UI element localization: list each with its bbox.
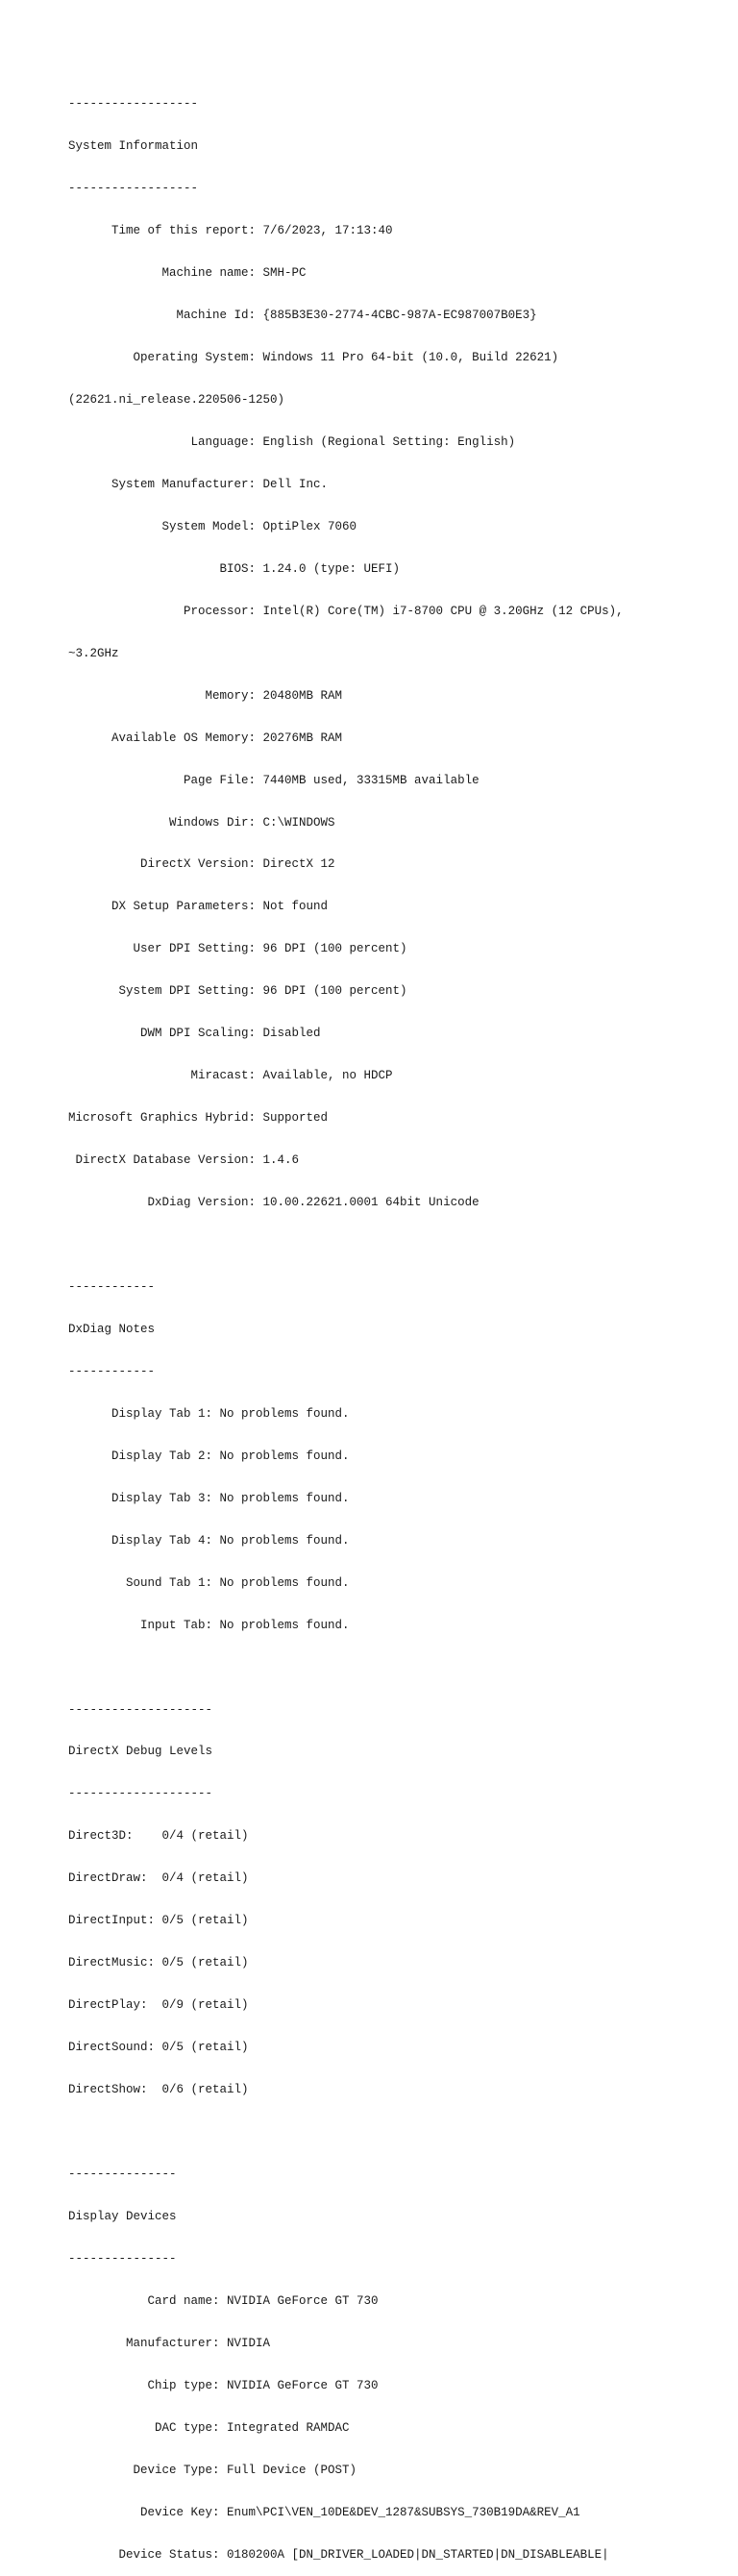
report-line: Display Tab 1: No problems found. — [68, 1406, 350, 1421]
report-line: Input Tab: No problems found. — [68, 1618, 350, 1632]
report-line: DirectX Version: DirectX 12 — [68, 857, 335, 872]
report-line: Chip type: NVIDIA GeForce GT 730 — [68, 2378, 379, 2392]
report-line: Display Tab 2: No problems found. — [68, 1449, 350, 1463]
report-line: Device Type: Full Device (POST) — [68, 2463, 357, 2477]
report-line: DirectX Database Version: 1.4.6 — [68, 1153, 300, 1168]
report-line: ~3.2GHz — [68, 646, 119, 660]
report-line: DX Setup Parameters: Not found — [68, 900, 329, 914]
report-line: DirectPlay: 0/9 (retail) — [68, 1998, 249, 2013]
section-title-display-devices: Display Devices — [68, 2209, 177, 2223]
section-title-system-information: System Information — [68, 139, 199, 154]
report-line: DxDiag Version: 10.00.22621.0001 64bit Unicode — [68, 1196, 480, 1210]
report-line: ------------------ — [68, 97, 199, 111]
report-line: DirectMusic: 0/5 (retail) — [68, 1956, 249, 1970]
report-line: DAC type: Integrated RAMDAC — [68, 2420, 350, 2435]
report-line: Time of this report: 7/6/2023, 17:13:40 — [68, 224, 393, 238]
report-line: ------------ — [68, 1364, 156, 1378]
report-line: Direct3D: 0/4 (retail) — [68, 1829, 249, 1844]
report-line: Machine name: SMH-PC — [68, 266, 307, 281]
blank-line — [68, 1238, 731, 1252]
report-line: DirectSound: 0/5 (retail) — [68, 2041, 249, 2055]
report-line: User DPI Setting: 96 DPI (100 percent) — [68, 942, 407, 956]
report-line: Sound Tab 1: No problems found. — [68, 1575, 350, 1590]
report-line: Manufacturer: NVIDIA — [68, 2336, 271, 2350]
report-line: Memory: 20480MB RAM — [68, 688, 343, 703]
report-line: Device Key: Enum\PCI\VEN_10DE&DEV_1287&SUBSYS_730B19DA&REV_A1 — [68, 2505, 580, 2519]
report-line: ------------------ — [68, 182, 199, 196]
blank-line — [68, 1661, 731, 1675]
blank-line — [68, 2125, 731, 2140]
report-line: (22621.ni_release.220506-1250) — [68, 392, 285, 407]
report-line: Page File: 7440MB used, 33315MB available — [68, 773, 480, 787]
report-line: Processor: Intel(R) Core(TM) i7-8700 CPU @ 3.20GHz (12 CPUs), — [68, 604, 624, 618]
report-line: --------------- — [68, 2167, 177, 2182]
section-title-dxdiag-notes: DxDiag Notes — [68, 1322, 156, 1336]
report-line: Language: English (Regional Setting: English) — [68, 434, 516, 449]
report-line: Microsoft Graphics Hybrid: Supported — [68, 1111, 329, 1126]
report-line: Display Tab 3: No problems found. — [68, 1491, 350, 1505]
report-line: -------------------- — [68, 1787, 213, 1801]
report-line: Operating System: Windows 11 Pro 64-bit (10.0, Build 22621) — [68, 351, 559, 365]
report-line: System DPI Setting: 96 DPI (100 percent) — [68, 984, 407, 999]
report-line: DirectShow: 0/6 (retail) — [68, 2083, 249, 2097]
report-line: BIOS: 1.24.0 (type: UEFI) — [68, 561, 401, 576]
report-line: -------------------- — [68, 1702, 213, 1717]
report-line: --------------- — [68, 2251, 177, 2266]
report-line: Card name: NVIDIA GeForce GT 730 — [68, 2293, 379, 2308]
report-line: System Manufacturer: Dell Inc. — [68, 477, 329, 491]
report-line: ------------ — [68, 1280, 156, 1294]
report-line: Available OS Memory: 20276MB RAM — [68, 731, 343, 745]
report-line: Machine Id: {885B3E30-2774-4CBC-987A-EC987007B0E3} — [68, 309, 537, 323]
section-title-directx-debug-levels: DirectX Debug Levels — [68, 1745, 213, 1759]
report-line: Miracast: Available, no HDCP — [68, 1069, 393, 1083]
dxdiag-report-text — [68, 69, 731, 2576]
report-line: DirectDraw: 0/4 (retail) — [68, 1871, 249, 1886]
report-line: Windows Dir: C:\WINDOWS — [68, 815, 335, 830]
report-line: DirectInput: 0/5 (retail) — [68, 1914, 249, 1928]
report-line: Display Tab 4: No problems found. — [68, 1533, 350, 1548]
report-line: System Model: OptiPlex 7060 — [68, 519, 357, 533]
report-line: Device Status: 0180200A [DN_DRIVER_LOADED|DN_STARTED|DN_DISABLEABLE| — [68, 2547, 609, 2562]
report-line: DWM DPI Scaling: Disabled — [68, 1027, 321, 1041]
